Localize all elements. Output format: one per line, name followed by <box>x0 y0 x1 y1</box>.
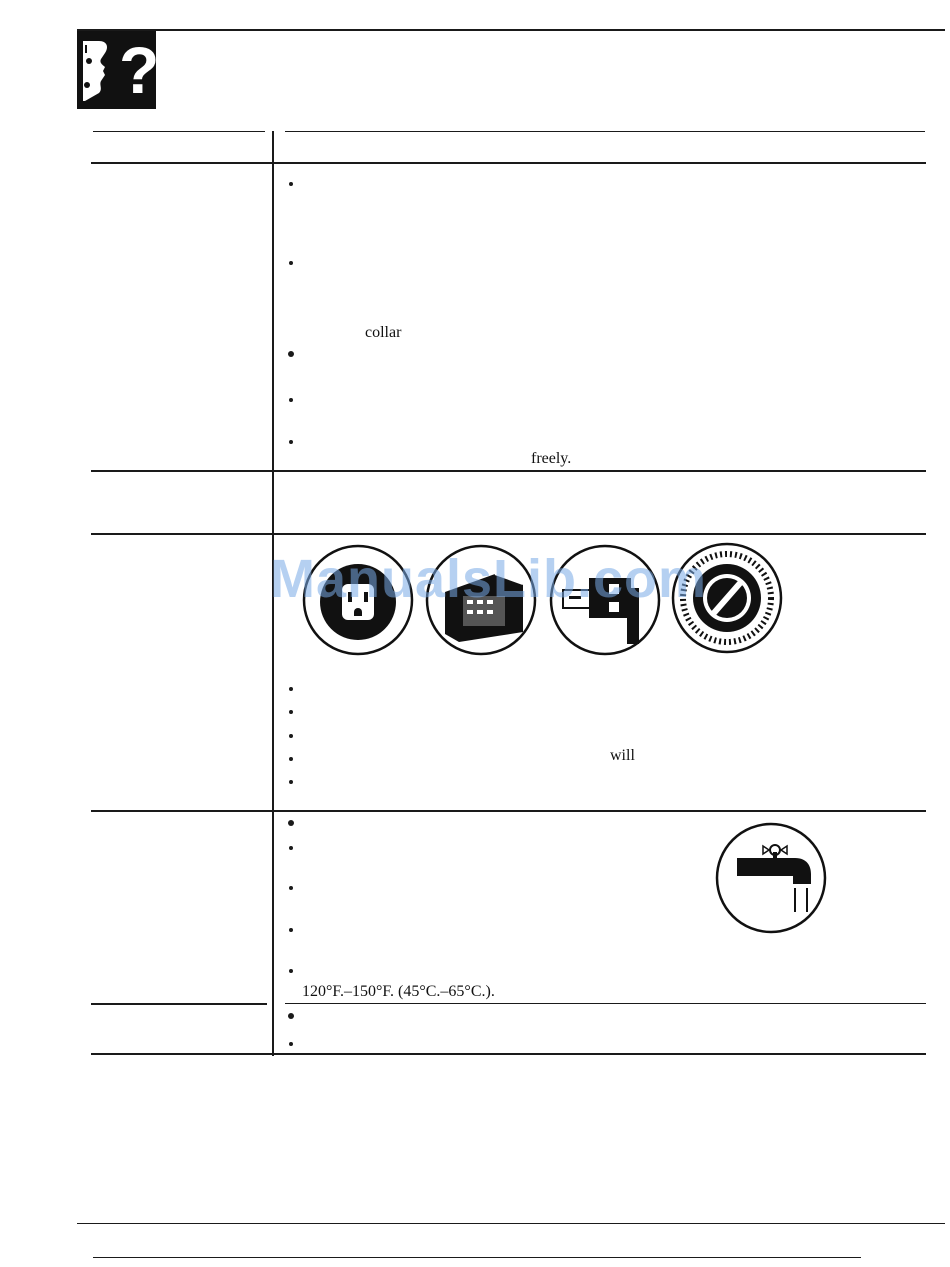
watermark: ManualsLib.com <box>270 549 708 609</box>
faucet-icon <box>715 822 827 934</box>
bullet <box>289 734 293 738</box>
bullet <box>288 351 294 357</box>
bullet <box>289 440 293 444</box>
header-rule-bottom <box>91 162 926 164</box>
row-rule-1 <box>91 470 926 472</box>
bullet <box>289 757 293 761</box>
svg-text:?: ? <box>119 33 160 107</box>
bullet <box>289 780 293 784</box>
bullet <box>289 182 293 186</box>
row-rule-4-left <box>91 1003 267 1005</box>
row-rule-2 <box>91 533 926 535</box>
bullet <box>289 886 293 890</box>
cell-text-temperature: 120°F.–150°F. (45°C.–65°C.). <box>302 983 495 1000</box>
bullet <box>289 928 293 932</box>
top-rule <box>77 29 945 31</box>
cell-text-freely: freely. <box>531 450 572 467</box>
header-rule-top <box>285 131 925 132</box>
bullet <box>289 398 293 402</box>
bullet <box>288 1013 294 1019</box>
bullet <box>289 261 293 265</box>
row-rule-3 <box>91 810 926 812</box>
bullet <box>289 687 293 691</box>
cell-text-will: will <box>610 747 635 764</box>
bullet <box>289 1042 293 1046</box>
bullet <box>288 820 294 826</box>
row-rule-4-right <box>285 1003 926 1004</box>
bullet <box>289 969 293 973</box>
footer-rule <box>77 1223 945 1224</box>
bullet <box>289 846 293 850</box>
troubleshooting-question-icon <box>77 31 160 109</box>
bullet <box>289 710 293 714</box>
cell-text-collar: collar <box>365 324 402 341</box>
header-rule-left-top <box>93 131 265 132</box>
footer-rule-2 <box>93 1257 861 1258</box>
table-bottom-rule <box>91 1053 926 1055</box>
